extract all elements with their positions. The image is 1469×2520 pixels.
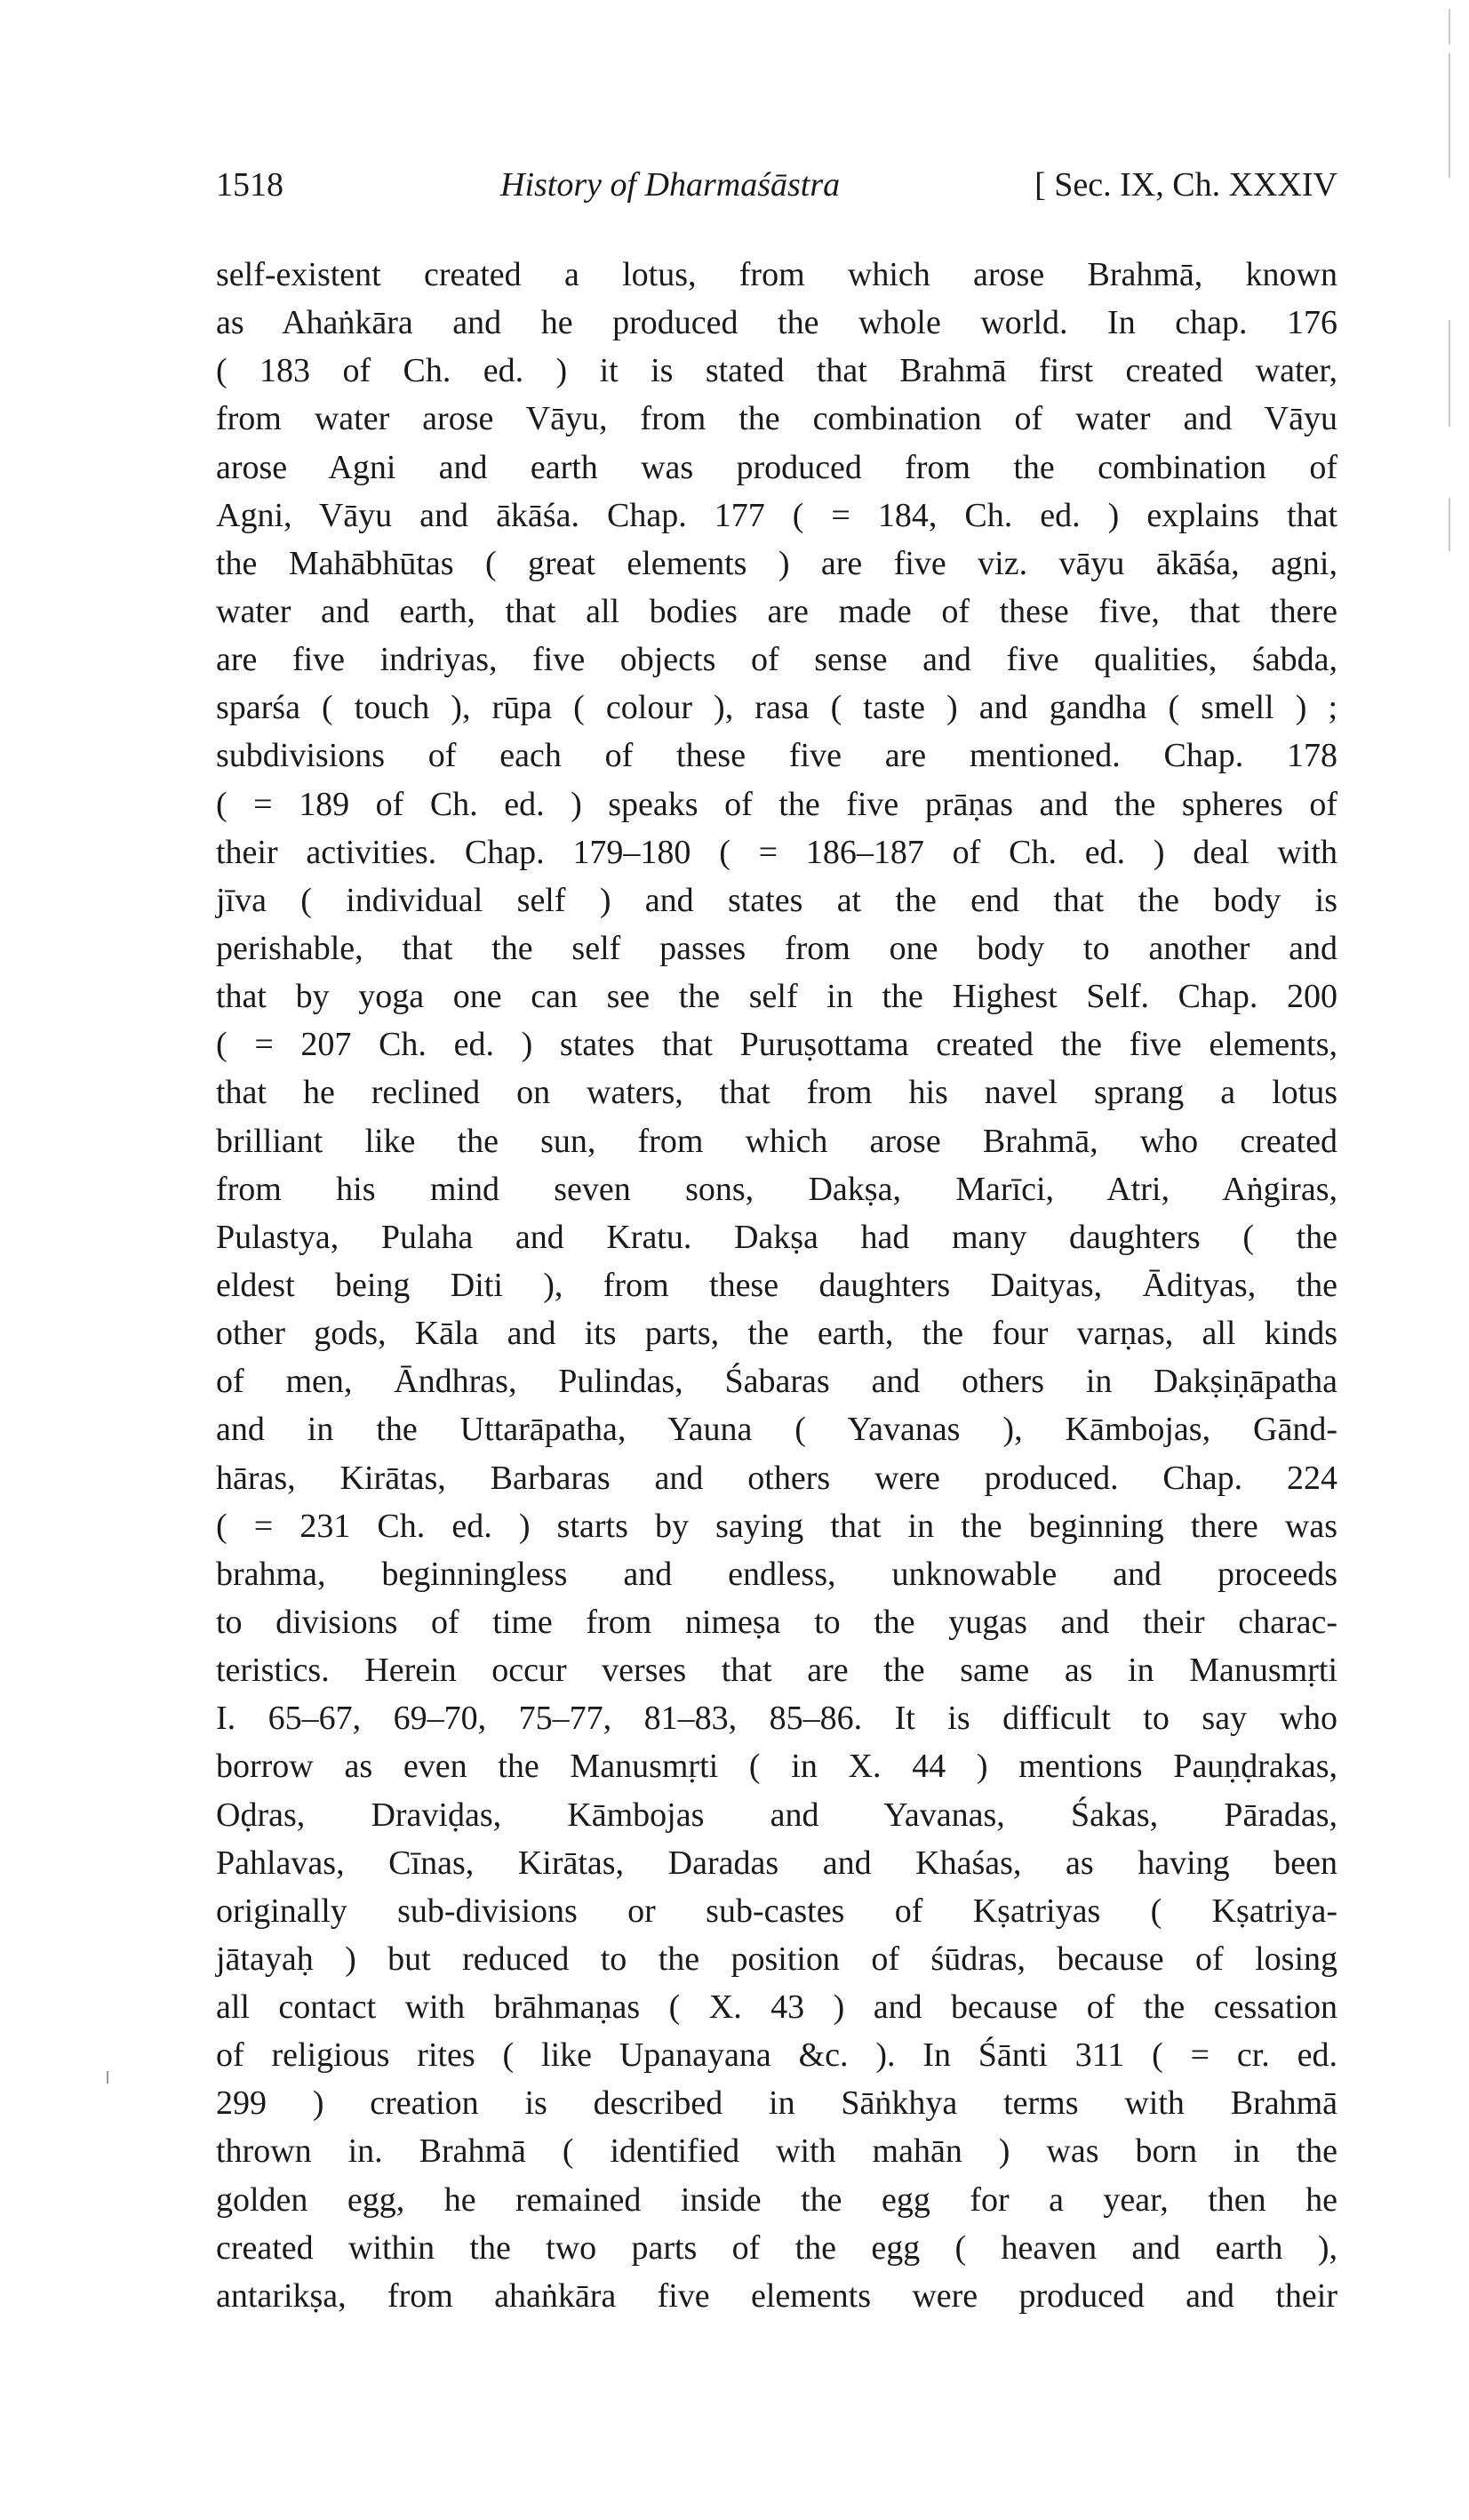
text-line: and in the Uttarāpatha, Yauna ( Yavanas ), Kāmbojas, Gānd- xyxy=(216,1411,1337,1449)
running-title: History of Dharmaśāstra xyxy=(500,166,841,204)
text-line: as Ahaṅkāra and he produced the whole world. In chap. 176 xyxy=(216,304,1337,342)
text-line: brilliant like the sun, from which arose Brahmā, who created xyxy=(216,1122,1337,1160)
text-line: ( = 231 Ch. ed. ) starts by saying that in the beginning there was xyxy=(216,1507,1337,1545)
text-line: from his mind seven sons, Dakṣa, Marīci, Atri, Aṅgiras, xyxy=(216,1170,1337,1208)
text-line: are five indriyas, five objects of sense and five qualities, śabda, xyxy=(216,641,1337,679)
text-line: all contact with brāhmaṇas ( X. 43 ) and because of the cessation xyxy=(216,1988,1337,2027)
margin-speck xyxy=(107,2071,108,2084)
section-reference: [ Sec. IX, Ch. XXXIV xyxy=(1034,166,1337,204)
text-line: ( 183 of Ch. ed. ) it is stated that Brahmā first created water, xyxy=(216,352,1337,390)
page-edge-mark xyxy=(1449,320,1450,427)
text-line: self-existent created a lotus, from which arose Brahmā, known xyxy=(216,256,1337,293)
text-line: water and earth, that all bodies are made of these five, that there xyxy=(216,592,1337,630)
text-line: that he reclined on waters, that from his navel sprang a lotus xyxy=(216,1074,1337,1112)
text-line: Pulastya, Pulaha and Kratu. Dakṣa had many daughters ( the xyxy=(216,1218,1337,1256)
text-line: from water arose Vāyu, from the combination of water and Vāyu xyxy=(216,400,1337,438)
text-line: the Mahābhūtas ( great elements ) are five viz. vāyu ākāśa, agni, xyxy=(216,544,1337,582)
text-line: antarikṣa, from ahaṅkāra five elements were produced and their xyxy=(216,2276,1337,2315)
text-line: Pahlavas, Cīnas, Kirātas, Daradas and Khaśas, as having been xyxy=(216,1844,1337,1882)
text-line: perishable, that the self passes from one body to another and xyxy=(216,929,1337,967)
text-line: other gods, Kāla and its parts, the earth, the four varṇas, all kinds xyxy=(216,1315,1337,1353)
text-line: 299 ) creation is described in Sāṅkhya terms with Brahmā xyxy=(216,2084,1337,2123)
text-line: subdivisions of each of these five are mentioned. Chap. 178 xyxy=(216,737,1337,775)
text-line: ( = 189 of Ch. ed. ) speaks of the five prāṇas and the spheres of xyxy=(216,785,1337,823)
page-edge-mark xyxy=(1449,53,1450,178)
text-line: jātayaḥ ) but reduced to the position of śūdras, because of losing xyxy=(216,1940,1337,1978)
page-edge-mark xyxy=(1449,498,1450,551)
text-line: Agni, Vāyu and ākāśa. Chap. 177 ( = 184, Ch. ed. ) explains that xyxy=(216,496,1337,534)
text-line: sparśa ( touch ), rūpa ( colour ), rasa ( taste ) and gandha ( smell ) ; xyxy=(216,689,1337,727)
text-line: arose Agni and earth was produced from the combination of xyxy=(216,448,1337,486)
page-number: 1518 xyxy=(216,166,283,204)
text-line: their activities. Chap. 179–180 ( = 186–187 of Ch. ed. ) deal with xyxy=(216,833,1337,871)
text-line: of men, Āndhras, Pulindas, Śabaras and others in Dakṣiṇāpatha xyxy=(216,1363,1337,1401)
text-line: hāras, Kirātas, Barbaras and others were produced. Chap. 224 xyxy=(216,1459,1337,1497)
text-line: Oḍras, Draviḍas, Kāmbojas and Yavanas, Śakas, Pāradas, xyxy=(216,1796,1337,1834)
text-line: golden egg, he remained inside the egg for a year, then he xyxy=(216,2180,1337,2219)
page-edge-mark xyxy=(1449,9,1450,44)
text-line: eldest being Diti ), from these daughters Daityas, Ādityas, the xyxy=(216,1266,1337,1304)
text-line: to divisions of time from nimeṣa to the yugas and their charac- xyxy=(216,1603,1337,1641)
text-line: jīva ( individual self ) and states at the end that the body is xyxy=(216,881,1337,919)
text-line: brahma, beginningless and endless, unknowable and proceeds xyxy=(216,1555,1337,1593)
text-line: teristics. Herein occur verses that are the same as in Manusmṛti xyxy=(216,1652,1337,1690)
text-line: that by yoga one can see the self in the Highest Self. Chap. 200 xyxy=(216,978,1337,1016)
text-line: borrow as even the Manusmṛti ( in X. 44 ) mentions Pauṇḍrakas, xyxy=(216,1748,1337,1786)
text-line: originally sub-divisions or sub-castes of Kṣatriyas ( Kṣatriya- xyxy=(216,1892,1337,1930)
body-text xyxy=(216,251,1337,2320)
text-line: of religious rites ( like Upanayana &c. ). In Śānti 311 ( = cr. ed. xyxy=(216,2036,1337,2075)
running-head xyxy=(216,158,1337,212)
text-line: ( = 207 Ch. ed. ) states that Puruṣottama created the five elements, xyxy=(216,1026,1337,1064)
text-line: thrown in. Brahmā ( identified with mahān ) was born in the xyxy=(216,2132,1337,2171)
text-line: I. 65–67, 69–70, 75–77, 81–83, 85–86. It is difficult to say who xyxy=(216,1700,1337,1738)
text-line: created within the two parts of the egg ( heaven and earth ), xyxy=(216,2228,1337,2267)
